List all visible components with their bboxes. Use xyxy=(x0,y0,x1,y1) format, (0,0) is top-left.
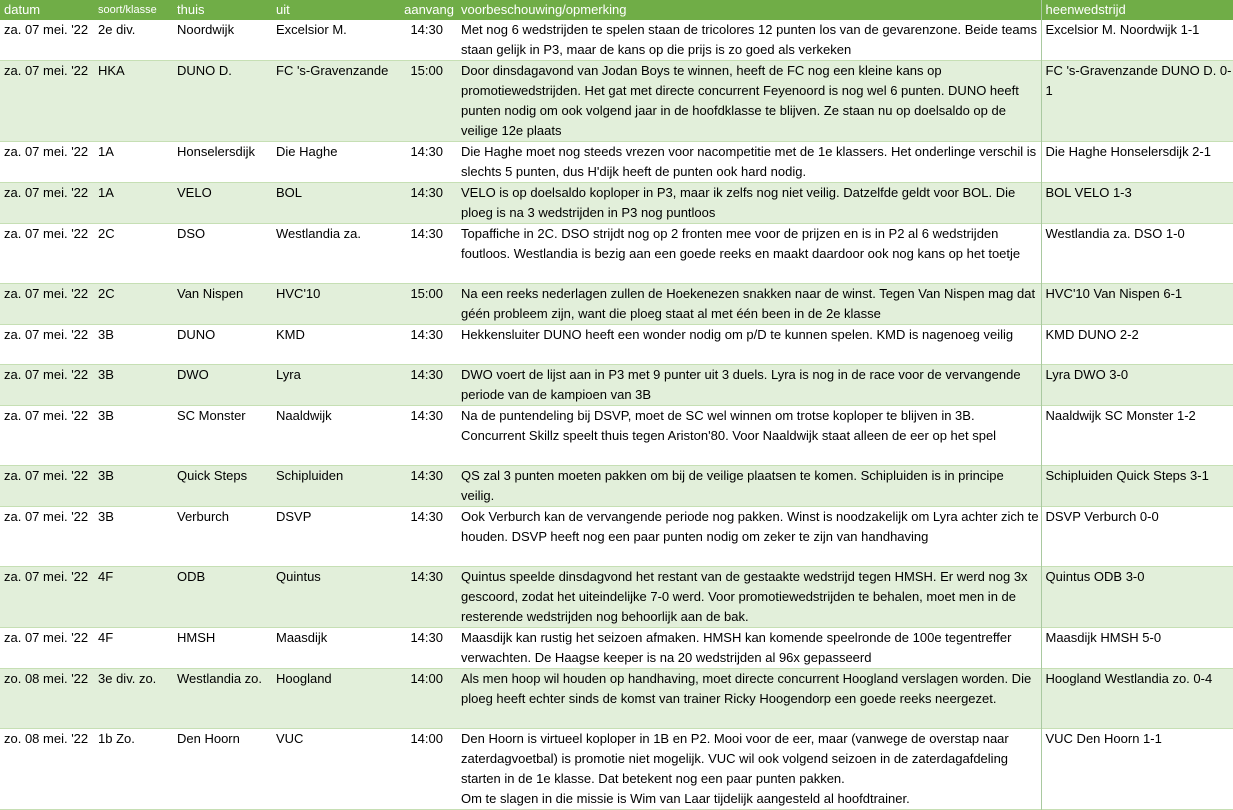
cell-opmerking: Maasdijk kan rustig het seizoen afmaken. HMSH kan komende speelronde de 100e tegentreffer verwachten. De Haagse keeper is na 20 wedstrijden al 96x gepasseerd xyxy=(457,628,1041,669)
cell-uit: VUC xyxy=(276,731,304,746)
cell-klasse: 1A xyxy=(98,144,114,159)
cell-aanvang: 15:00 xyxy=(410,286,443,301)
table-row xyxy=(0,507,1233,567)
cell-aanvang: 14:30 xyxy=(410,367,443,382)
cell-datum: za. 07 mei. '22 xyxy=(4,144,89,159)
cell-aanvang: 14:30 xyxy=(410,144,443,159)
cell-klasse: 4F xyxy=(98,569,114,584)
cell-opmerking: Na een reeks nederlagen zullen de Hoekenezen snakken naar de winst. Tegen Van Nispen mag dat géén probleem zijn, want die ploeg staat al met één been in de 2e klasse xyxy=(457,284,1041,325)
cell-opmerking: Topaffiche in 2C. DSO strijdt nog op 2 fronten mee voor de prijzen en is in P2 al 6 wedstrijden foutloos. Westlandia is bezig aan een goede reeks en maakt daardoor ook nog kans op het toetje xyxy=(457,224,1041,284)
cell-aanvang: 14:00 xyxy=(410,731,443,746)
cell-uit: Maasdijk xyxy=(276,630,328,645)
cell-datum: za. 07 mei. '22 xyxy=(4,468,89,483)
cell-thuis: DSO xyxy=(177,226,206,241)
cell-aanvang: 14:30 xyxy=(410,327,443,342)
cell-heenwedstrijd: KMD DUNO 2-2 xyxy=(1045,327,1139,342)
cell-klasse: 1b Zo. xyxy=(98,731,135,746)
cell-klasse: 2e div. xyxy=(98,22,136,37)
cell-datum: za. 07 mei. '22 xyxy=(4,509,89,524)
cell-aanvang: 14:30 xyxy=(410,630,443,645)
cell-uit: Excelsior M. xyxy=(276,22,347,37)
table-row xyxy=(0,669,1233,729)
cell-heenwedstrijd: DSVP Verburch 0-0 xyxy=(1045,509,1159,524)
cell-datum: za. 07 mei. '22 xyxy=(4,327,89,342)
cell-aanvang: 14:30 xyxy=(410,22,443,37)
cell-opmerking: VELO is op doelsaldo koploper in P3, maar ik zelfs nog niet veilig. Datzelfde geldt voor BOL. Die ploeg is na 3 wedstrijden in P3 nog puntloos xyxy=(457,183,1041,224)
cell-uit: Westlandia za. xyxy=(276,226,362,241)
table-row xyxy=(0,183,1233,224)
cell-uit: KMD xyxy=(276,327,305,342)
cell-uit: Lyra xyxy=(276,367,301,382)
cell-datum: za. 07 mei. '22 xyxy=(4,408,89,423)
cell-heenwedstrijd: Quintus ODB 3-0 xyxy=(1045,569,1145,584)
table-row xyxy=(0,61,1233,142)
cell-klasse: 3B xyxy=(98,327,114,342)
cell-klasse: 3e div. zo. xyxy=(98,671,157,686)
cell-heenwedstrijd: BOL VELO 1-3 xyxy=(1045,185,1132,200)
cell-uit: Schipluiden xyxy=(276,468,344,483)
cell-uit: HVC'10 xyxy=(276,286,321,301)
table-row xyxy=(0,729,1233,810)
cell-thuis: DUNO xyxy=(177,327,216,342)
cell-aanvang: 14:30 xyxy=(410,226,443,241)
cell-aanvang: 14:30 xyxy=(410,185,443,200)
cell-heenwedstrijd: Naaldwijk SC Monster 1-2 xyxy=(1045,408,1196,423)
cell-thuis: DUNO D. xyxy=(177,63,232,78)
table-row xyxy=(0,365,1233,406)
cell-klasse: 3B xyxy=(98,509,114,524)
cell-klasse: 3B xyxy=(98,468,114,483)
cell-heenwedstrijd: Excelsior M. Noordwijk 1-1 xyxy=(1045,22,1200,37)
cell-opmerking: Ook Verburch kan de vervangende periode nog pakken. Winst is noodzakelijk om Lyra achter zich te houden. DSVP heeft nog een paar punten nodig om zeker te zijn van handhaving xyxy=(457,507,1041,567)
cell-heenwedstrijd: Maasdijk HMSH 5-0 xyxy=(1045,630,1162,645)
table-row xyxy=(0,284,1233,325)
cell-uit: DSVP xyxy=(276,509,312,524)
table-row xyxy=(0,325,1233,365)
header-uit: uit xyxy=(272,0,398,20)
cell-uit: Quintus xyxy=(276,569,321,584)
cell-klasse: 4F xyxy=(98,630,114,645)
cell-heenwedstrijd: Hoogland Westlandia zo. 0-4 xyxy=(1045,671,1213,686)
cell-thuis: Verburch xyxy=(177,509,230,524)
cell-opmerking: Na de puntendeling bij DSVP, moet de SC wel winnen om trotse koploper te blijven in 3B. Concurrent Skillz speelt thuis tegen Ariston'80. Voor Naaldwijk staat alleen de eer op het spel xyxy=(457,406,1041,466)
cell-opmerking: Quintus speelde dinsdagvond het restant van de gestaakte wedstrijd tegen HMSH. Er werd nog 3x gescoord, zodat het uiteindelijke 7-0 werd. Voor promotiewedstrijden te behalen, moet men in de resterende wedstrijden nog behoorlijk aan de bak. xyxy=(457,567,1041,628)
cell-datum: za. 07 mei. '22 xyxy=(4,226,89,241)
header-opmerking: voorbeschouwing/opmerking xyxy=(457,0,1041,20)
cell-klasse: 2C xyxy=(98,226,115,241)
cell-heenwedstrijd: VUC Den Hoorn 1-1 xyxy=(1045,731,1162,746)
header-thuis: thuis xyxy=(173,0,272,20)
cell-opmerking: Die Haghe moet nog steeds vrezen voor nacompetitie met de 1e klassers. Het onderlinge verschil is slechts 5 punten, dus H'dijk heeft de punten ook hard nodig. xyxy=(457,142,1041,183)
cell-aanvang: 14:30 xyxy=(410,509,443,524)
cell-opmerking: Door dinsdagavond van Jodan Boys te winnen, heeft de FC nog een kleine kans op promotiewedstrijden. Het gat met directe concurrent Feyenoord is nog wel 6 punten. DUNO heeft punten nodig om ook volgend jaar in de hoofdklasse te blijven. Ze staan nu op doelsaldo op de veilige 12e plaats xyxy=(457,61,1041,142)
cell-uit: FC 's-Gravenzande xyxy=(276,63,389,78)
cell-heenwedstrijd: Die Haghe Honselersdijk 2-1 xyxy=(1045,144,1211,159)
cell-opmerking: DWO voert de lijst aan in P3 met 9 punter uit 3 duels. Lyra is nog in de race voor de vervangende periode van de kampioen van 3B xyxy=(457,365,1041,406)
table-row xyxy=(0,20,1233,61)
cell-klasse: HKA xyxy=(98,63,125,78)
cell-opmerking: Den Hoorn is virtueel koploper in 1B en P2. Mooi voor de eer, maar (vanwege de overstap naar zaterdagvoetbal) is promotie niet mogelijk. VUC wil ook volgend seizoen in de zaterdagafdeling starten in de 1e klasse. Dat betekent nog een paar punten pakken. Om te slagen in die missie is Wim van Laar tijdelijk aangesteld al hoofdtrainer. xyxy=(457,729,1041,810)
cell-datum: za. 07 mei. '22 xyxy=(4,22,89,37)
cell-opmerking: QS zal 3 punten moeten pakken om bij de veilige plaatsen te komen. Schipluiden is in principe veilig. xyxy=(457,466,1041,507)
cell-datum: za. 07 mei. '22 xyxy=(4,286,89,301)
cell-aanvang: 14:30 xyxy=(410,408,443,423)
cell-heenwedstrijd: Schipluiden Quick Steps 3-1 xyxy=(1045,468,1209,483)
cell-thuis: HMSH xyxy=(177,630,216,645)
cell-datum: za. 07 mei. '22 xyxy=(4,367,89,382)
cell-opmerking: Hekkensluiter DUNO heeft een wonder nodig om p/D te kunnen spelen. KMD is nagenoeg veilig xyxy=(457,325,1041,365)
cell-heenwedstrijd: Lyra DWO 3-0 xyxy=(1045,367,1129,382)
cell-thuis: Quick Steps xyxy=(177,468,248,483)
cell-aanvang: 14:00 xyxy=(410,671,443,686)
cell-opmerking: Met nog 6 wedstrijden te spelen staan de tricolores 12 punten los van de gevarenzone. Beide teams staan gelijk in P3, maar de kans op die prijs is zo goed als verkeken xyxy=(457,20,1041,61)
header-datum: datum xyxy=(0,0,94,20)
cell-aanvang: 14:30 xyxy=(410,468,443,483)
table-row xyxy=(0,406,1233,466)
cell-heenwedstrijd: Westlandia za. DSO 1-0 xyxy=(1045,226,1185,241)
cell-thuis: Honselersdijk xyxy=(177,144,256,159)
cell-thuis: VELO xyxy=(177,185,212,200)
cell-datum: zo. 08 mei. '22 xyxy=(4,671,89,686)
cell-thuis: Van Nispen xyxy=(177,286,244,301)
header-aanvang: aanvang xyxy=(398,0,457,20)
table-row xyxy=(0,628,1233,669)
cell-thuis: Noordwijk xyxy=(177,22,235,37)
cell-datum: zo. 08 mei. '22 xyxy=(4,731,89,746)
cell-thuis: ODB xyxy=(177,569,206,584)
cell-klasse: 1A xyxy=(98,185,114,200)
cell-datum: za. 07 mei. '22 xyxy=(4,63,89,78)
cell-klasse: 2C xyxy=(98,286,115,301)
cell-thuis: Den Hoorn xyxy=(177,731,240,746)
cell-thuis: SC Monster xyxy=(177,408,246,423)
cell-heenwedstrijd: FC 's-Gravenzande DUNO D. 0-1 xyxy=(1045,63,1232,98)
header-soort-klasse: soort/klasse xyxy=(94,0,173,20)
table-row xyxy=(0,567,1233,628)
cell-datum: za. 07 mei. '22 xyxy=(4,569,89,584)
table-row xyxy=(0,466,1233,507)
cell-heenwedstrijd: HVC'10 Van Nispen 6-1 xyxy=(1045,286,1183,301)
table-row xyxy=(0,142,1233,183)
cell-thuis: Westlandia zo. xyxy=(177,671,263,686)
cell-uit: Hoogland xyxy=(276,671,332,686)
cell-uit: Die Haghe xyxy=(276,144,338,159)
cell-uit: BOL xyxy=(276,185,303,200)
cell-klasse: 3B xyxy=(98,367,114,382)
cell-datum: za. 07 mei. '22 xyxy=(4,185,89,200)
cell-aanvang: 14:30 xyxy=(410,569,443,584)
cell-aanvang: 15:00 xyxy=(410,63,443,78)
header-heenwedstrijd: heenwedstrijd xyxy=(1041,0,1233,20)
cell-klasse: 3B xyxy=(98,408,114,423)
cell-uit: Naaldwijk xyxy=(276,408,332,423)
cell-datum: za. 07 mei. '22 xyxy=(4,630,89,645)
cell-opmerking: Als men hoop wil houden op handhaving, moet directe concurrent Hoogland verslagen worden. Die ploeg heeft echter sinds de komst van trainer Ricky Hoogendorp een goede reeks neergezet. xyxy=(457,669,1041,729)
table-row xyxy=(0,224,1233,284)
header-row xyxy=(0,0,1233,20)
cell-thuis: DWO xyxy=(177,367,209,382)
